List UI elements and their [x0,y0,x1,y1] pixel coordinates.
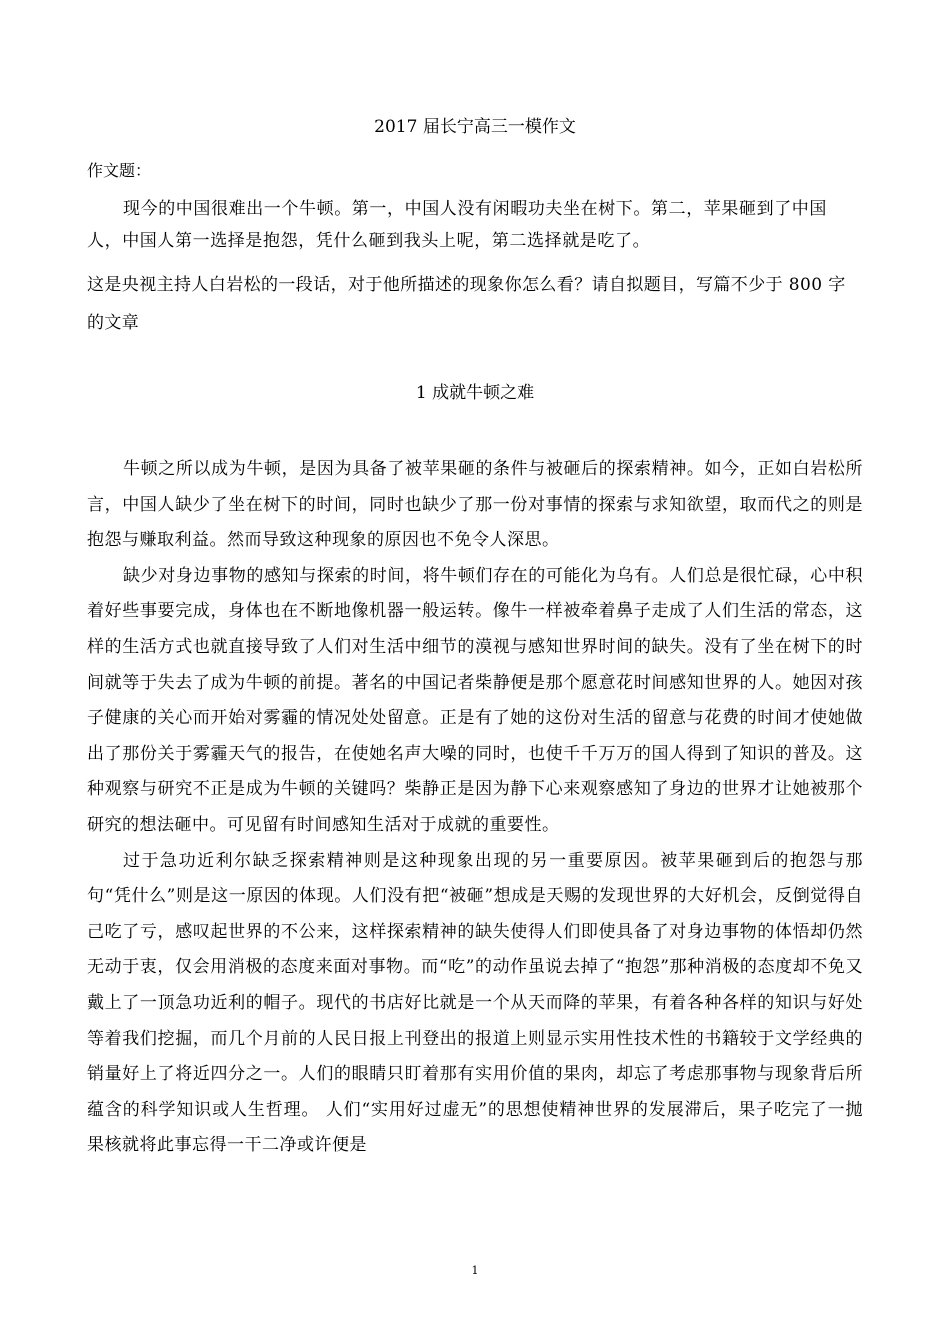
essay-paragraph: 过于急功近利尔缺乏探索精神则是这种现象出现的另一重要原因。被苹果砸到后的抱怨与那句“凭什么”则是这一原因的体现。人们没有把“被砸”想成是天赐的发现世界的大好机会，反倒觉得自己吃了亏，感叹起世界的不公来，这样探索精神的缺失使得人们即使具备了对身边事物的体悟却仍然无动于衷，仅会用消极的态度来面对事物。而“吃”的动作虽说去掉了“抱怨”那种消极的态度却不免又戴上了一顶急功近利的帽子。现代的书店好比就是一个从天而降的苹果，有着各种各样的知识与好处等着我们挖掘，而几个月前的人民日报上刊登出的报道上则显示实用性技术性的书籍较于文学经典的销量好上了将近四分之一。人们的眼睛只盯着那有实用价值的果肉，却忘了考虑那事物与现象背后所蕴含的科学知识或人生哲理。 人们“实用好过虚无”的思想使精神世界的发展滞后，果子吃完了一抛果核就将此事忘得一干二净或许便是 [87,850,863,1156]
prompt-text: 现今的中国很难出一个牛顿。第一，中国人没有闲暇功夫坐在树下。第二，苹果砸到了中国人，中国人第一选择是抱怨，凭什么砸到我头上呢，第二选择就是吃了。 [87,199,827,251]
essay-body [87,452,863,1164]
prompt-instruction: 这是央视主持人白岩松的一段话，对于他所描述的现象你怎么看？请自拟题目，写篇不少于 800 字的文章 [87,275,846,333]
essay-paragraph: 缺少对身边事物的感知与探索的时间，将牛顿们存在的可能化为乌有。人们总是很忙碌，心中积着好些事要完成，身体也在不断地像机器一般运转。像牛一样被牵着鼻子走成了人们生活的常态，这样的生活方式也就直接导致了人们对生活中细节的漠视与感知世界时间的缺失。没有了坐在树下的时间就等于失去了成为牛顿的前提。著名的中国记者柴静便是那个愿意花时间感知世界的人。她因对孩子健康的关心而开始对雾霾的情况处处留意。正是有了她的这份对生活的留意与花费的时间才使她做出了那份关于雾霾天气的报告，在使她名声大噪的同时，也使千千万万的国人得到了知识的普及。这种观察与研究不正是成为牛顿的关键吗？柴静正是因为静下心来观察感知了身边的世界才让她被那个研究的想法砸中。可见留有时间感知生活对于成就的重要性。 [87,565,863,835]
essay-paragraph: 牛顿之所以成为牛顿，是因为具备了被苹果砸的条件与被砸后的探索精神。如今，正如白岩松所言，中国人缺少了坐在树下的时间，同时也缺少了那一份对事情的探索与求知欲望，取而代之的则是抱怨与赚取利益。然而导致这种现象的原因也不免令人深思。 [87,459,863,551]
prompt-label: 作文题： [87,161,152,180]
essay-title: 1 成就牛顿之难 [415,383,535,403]
page-number: 1 [471,1264,479,1277]
document-title: 2017 届长宁高三一模作文 [374,117,576,137]
